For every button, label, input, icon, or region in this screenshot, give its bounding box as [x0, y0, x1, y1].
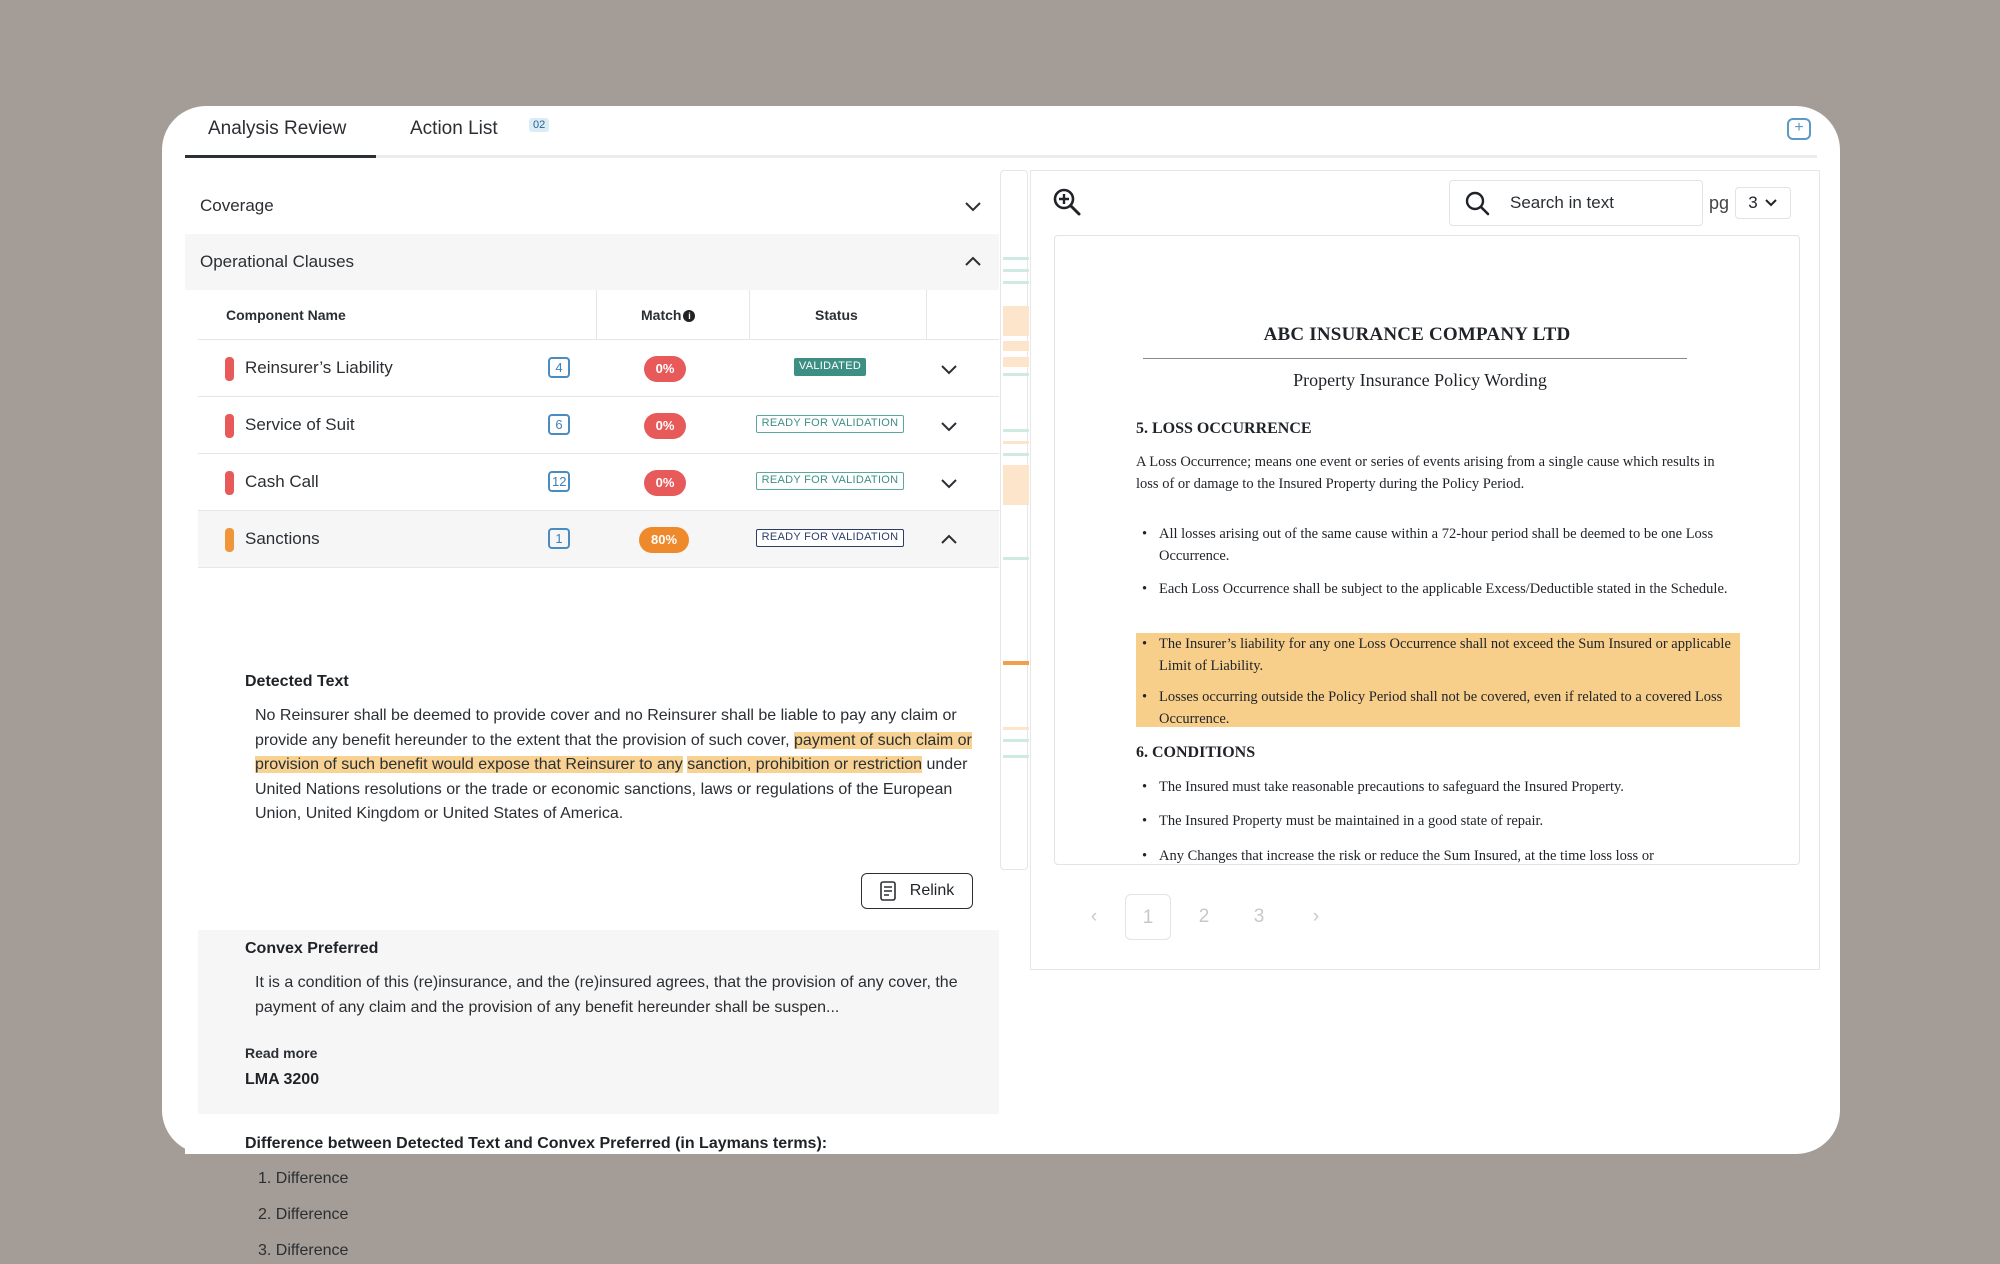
app-window [162, 106, 1840, 1259]
document-icon [880, 881, 896, 901]
minimap-marker [1003, 755, 1029, 758]
document-bullet: • Each Loss Occurrence shall be subject to the applicable Excess/Deductible stated in the Schedule. [1136, 578, 1736, 600]
document-bullet: • Losses occurring outside the Policy Period shall not be covered, even if related to a covered Loss Occurrence. [1136, 686, 1736, 730]
chevron-down-icon [1764, 198, 1778, 208]
section-heading: 6. CONDITIONS [1136, 744, 1256, 761]
chevron-down-icon[interactable] [939, 473, 959, 493]
minimap-marker [1003, 306, 1029, 336]
page-select-value: 3 [1748, 193, 1758, 212]
accordion-coverage[interactable] [185, 178, 999, 234]
count-badge: 12 [548, 471, 570, 492]
minimap-marker [1003, 269, 1029, 272]
read-more-link[interactable]: Read more [245, 1045, 318, 1061]
column-header-match [641, 307, 695, 323]
severity-bar [225, 471, 234, 495]
document-bullet: • The Insurer’s liability for any one Loss Occurrence shall not exceed the Sum Insured or applicable Limit of Liability. [1136, 633, 1736, 677]
difference-item: 1. Difference [258, 1170, 349, 1187]
page-select[interactable] [1735, 187, 1791, 219]
count-badge: 6 [548, 414, 570, 435]
minimap-marker [1003, 465, 1029, 505]
accordion-operational-clauses[interactable] [185, 234, 999, 290]
relink-label: Relink [909, 882, 955, 899]
highlighted-text[interactable]: sanction, prohibition or restriction [687, 756, 923, 773]
component-name: Service of Suit [245, 415, 355, 434]
severity-bar [225, 414, 234, 438]
minimap-marker [1003, 453, 1029, 456]
info-icon[interactable]: i [683, 310, 695, 322]
column-divider [926, 290, 927, 340]
difference-item: 3. Difference [258, 1242, 349, 1259]
search-box[interactable] [1449, 180, 1703, 226]
minimap-marker [1003, 727, 1029, 730]
minimap-marker [1003, 557, 1029, 560]
minimap-marker [1003, 341, 1029, 351]
minimap-marker [1003, 373, 1029, 376]
document-page[interactable] [1054, 235, 1800, 865]
chevron-up-icon[interactable] [939, 530, 959, 550]
minimap-marker [1003, 441, 1029, 444]
minimap-marker [1003, 357, 1029, 367]
table-header [198, 290, 999, 340]
accordion-label: Coverage [200, 196, 274, 215]
table-row[interactable] [198, 340, 999, 397]
tab-badge: 02 [529, 118, 549, 132]
document-subtitle: Property Insurance Policy Wording [1293, 370, 1547, 390]
analysis-panel [185, 170, 999, 1259]
convex-preferred-box [198, 930, 999, 1114]
chevron-down-icon[interactable] [939, 416, 959, 436]
prev-page-button[interactable]: ‹ [1090, 906, 1098, 927]
component-name: Cash Call [245, 472, 319, 491]
chevron-up-icon [963, 252, 983, 272]
search-input[interactable] [1510, 193, 1690, 213]
chevron-down-icon [963, 196, 983, 216]
document-minimap[interactable] [1000, 170, 1028, 870]
page-button[interactable]: 2 [1198, 906, 1210, 927]
tab-action-list[interactable] [393, 118, 546, 158]
search-icon [1464, 190, 1490, 216]
document-bullet: • The Insured must take reasonable precautions to safeguard the Insured Property. [1136, 776, 1736, 798]
document-bullet: • The Insured Property must be maintained in a good state of repair. [1136, 810, 1736, 832]
match-badge: 0% [644, 413, 686, 439]
detected-text [255, 704, 975, 827]
severity-bar [225, 528, 234, 552]
status-badge: READY FOR VALIDATION [756, 415, 904, 433]
document-paragraph: A Loss Occurrence; means one event or series of events arising from a single cause which results in loss of or damage to the Insured Property during the Policy Period. [1136, 454, 1715, 492]
match-badge: 80% [639, 527, 689, 553]
detected-text-plain: No Reinsurer shall be deemed to provide cover and no Reinsurer shall be liable to pay any claim or provide any benefit hereunder to the extent that the provision of such cover, [255, 707, 957, 749]
detected-text-plain: under United Nations resolutions or the trade or economic sanctions, laws or regulations of the European Union, United Kingdom or United States of America. [255, 756, 968, 822]
pagination [1071, 894, 1331, 944]
divider [1143, 358, 1687, 359]
table-row[interactable] [198, 397, 999, 454]
minimap-marker [1003, 429, 1029, 432]
status-badge: READY FOR VALIDATION [756, 472, 904, 490]
tab-label: Analysis Review [208, 118, 347, 139]
column-divider [596, 290, 597, 340]
column-divider [749, 290, 750, 340]
minimap-marker [1003, 739, 1029, 742]
zoom-in-icon[interactable] [1052, 187, 1082, 217]
count-badge: 4 [548, 357, 570, 378]
page-button[interactable]: 1 [1125, 894, 1171, 940]
component-name: Reinsurer’s Liability [245, 358, 393, 377]
minimap-marker [1003, 661, 1029, 665]
component-name: Sanctions [245, 529, 320, 548]
column-header-status: Status [815, 307, 858, 323]
relink-button[interactable] [861, 873, 973, 909]
tab-label: Action List [410, 118, 498, 139]
document-title: ABC INSURANCE COMPANY LTD [1263, 324, 1571, 345]
match-badge: 0% [644, 470, 686, 496]
difference-heading: Difference between Detected Text and Convex Preferred (in Laymans terms): [245, 1135, 828, 1152]
highlighted-text[interactable]: payment of such claim or provision of such benefit would expose that Reinsurer to any [255, 731, 972, 773]
accordion-label: Operational Clauses [200, 252, 355, 271]
clauses-table [198, 290, 999, 568]
convex-reference: LMA 3200 [245, 1071, 320, 1088]
document-viewer [1030, 170, 1820, 970]
convex-text: It is a condition of this (re)insurance, and the (re)insured agrees, that the provision of any cover, the payment of any claim and the provision of any benefit hereunder shall be suspen... [255, 974, 958, 1016]
status-badge: VALIDATED [794, 358, 866, 376]
severity-bar [225, 357, 234, 381]
document-bullet: • Any Changes that increase the risk or reduce the Sum Insured, at the time loss loss or [1136, 845, 1736, 867]
match-badge: 0% [644, 356, 686, 382]
plus-square-icon[interactable]: + [1787, 118, 1811, 140]
detected-text-heading: Detected Text [245, 673, 349, 690]
tab-analysis-review[interactable] [185, 118, 376, 158]
section-heading: 5. LOSS OCCURRENCE [1136, 420, 1312, 437]
status-badge: READY FOR VALIDATION [756, 529, 904, 547]
page-button[interactable]: 3 [1253, 906, 1265, 927]
table-row[interactable] [198, 511, 999, 568]
next-page-button[interactable]: › [1312, 906, 1320, 927]
difference-item: 2. Difference [258, 1206, 349, 1223]
minimap-marker [1003, 281, 1029, 284]
tab-bar [185, 106, 1817, 158]
column-header-component: Component Name [226, 307, 346, 323]
minimap-marker [1003, 257, 1029, 260]
table-row[interactable] [198, 454, 999, 511]
column-header-match-label: Match [641, 307, 682, 323]
convex-heading: Convex Preferred [245, 940, 379, 957]
document-bullet: • All losses arising out of the same cause within a 72-hour period shall be deemed to be one Loss Occurrence. [1136, 523, 1736, 567]
page-label: pg [1709, 193, 1730, 213]
chevron-down-icon[interactable] [939, 359, 959, 379]
count-badge: 1 [548, 528, 570, 549]
